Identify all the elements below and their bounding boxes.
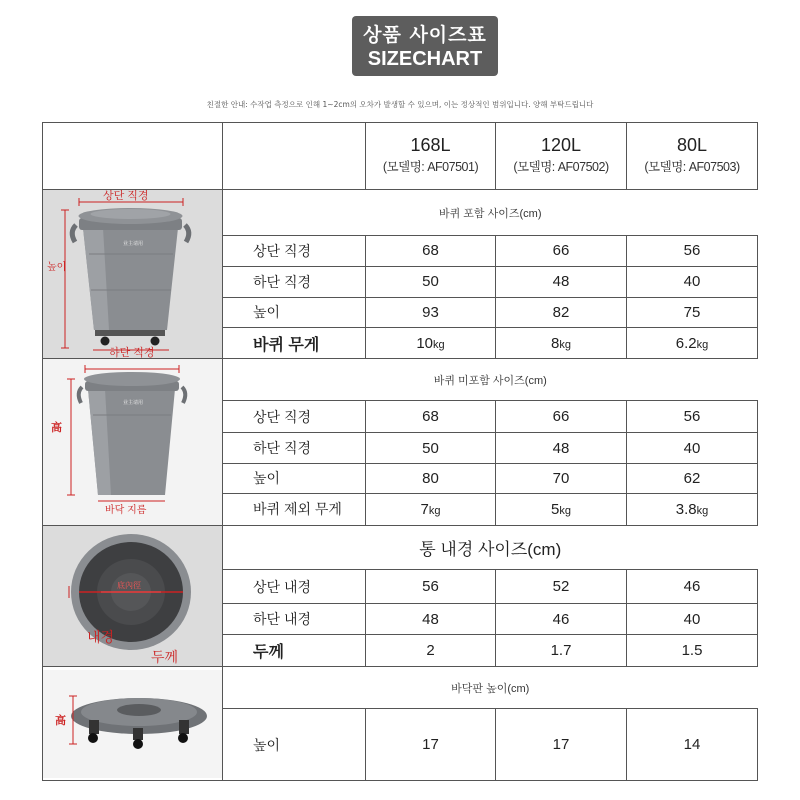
row-label: 하단 내경 bbox=[223, 603, 366, 635]
value-cell: 93 bbox=[366, 297, 496, 328]
badge-title-kr: 상품 사이즈표 bbox=[363, 24, 487, 46]
value-cell: 56 bbox=[627, 236, 758, 267]
value-cell: 70 bbox=[496, 463, 627, 493]
thickness-caption: 두께 bbox=[151, 649, 179, 665]
row-label: 상단 직경 bbox=[223, 236, 366, 267]
model-number: (모델명: AF07501) bbox=[382, 160, 479, 174]
top-diameter-caption: 상단 직경 bbox=[103, 190, 149, 202]
value-cell: 56 bbox=[366, 570, 496, 604]
column-168l bbox=[366, 123, 496, 190]
bin-with-wheels-image bbox=[43, 190, 223, 359]
column-80l bbox=[627, 123, 758, 190]
value-cell: 66 bbox=[496, 401, 627, 433]
weight-cell bbox=[496, 328, 627, 359]
weight-unit: kg bbox=[428, 504, 441, 517]
value-cell: 14 bbox=[627, 709, 758, 781]
value-cell: 80 bbox=[366, 463, 496, 493]
can-logo-text: 业主请用 bbox=[123, 241, 144, 247]
weight-unit: kg bbox=[559, 504, 571, 517]
bin-inner-diameter-image bbox=[43, 526, 223, 667]
value-cell: 40 bbox=[627, 433, 758, 463]
weight-unit: kg bbox=[433, 338, 445, 351]
value-cell: 2 bbox=[366, 635, 496, 667]
can-logo-text: 业主请用 bbox=[123, 400, 144, 406]
measurement-notice: 친절한 안내: 수작업 측정으로 인해 1~2cm의 오차가 발생할 수 있으며, 이는 정상적인 범위입니다. 양해 부탁드립니다 bbox=[206, 100, 594, 109]
value-cell: 52 bbox=[496, 570, 627, 604]
header-row bbox=[43, 123, 758, 190]
header-empty-cell bbox=[223, 123, 366, 190]
value-cell: 17 bbox=[366, 709, 496, 781]
row-label: 하단 직경 bbox=[223, 266, 366, 297]
bin-without-wheels-image bbox=[43, 359, 223, 526]
height-caption: 高 bbox=[51, 422, 62, 434]
row-label: 바퀴 제외 무게 bbox=[223, 493, 366, 525]
capacity-label: 168L bbox=[410, 135, 451, 155]
model-number: (모델명: AF07502) bbox=[513, 160, 609, 174]
section-title: 통 내경 사이즈(cm) bbox=[223, 526, 758, 570]
value-cell: 1.7 bbox=[496, 635, 627, 667]
capacity-label: 120L bbox=[540, 135, 582, 155]
value-cell: 68 bbox=[366, 236, 496, 267]
value-cell: 50 bbox=[366, 266, 496, 297]
weight-value: 3.8 bbox=[675, 500, 697, 518]
weight-value: 8 bbox=[551, 334, 560, 352]
weight-unit: kg bbox=[559, 338, 571, 351]
value-cell: 48 bbox=[496, 266, 627, 297]
value-cell: 17 bbox=[496, 709, 627, 781]
value-cell: 50 bbox=[366, 433, 496, 463]
bottom-diameter-caption: 하단 직경 bbox=[109, 347, 155, 358]
weight-value: 10 bbox=[416, 334, 434, 352]
section-title: 바닥판 높이(cm) bbox=[223, 667, 758, 709]
weight-value: 6.2 bbox=[675, 334, 697, 352]
badge-title-en: SIZECHART bbox=[367, 48, 483, 70]
value-cell: 48 bbox=[496, 433, 627, 463]
value-cell: 75 bbox=[627, 297, 758, 328]
value-cell: 1.5 bbox=[627, 635, 758, 667]
value-cell: 62 bbox=[627, 463, 758, 493]
row-label: 높이 bbox=[223, 297, 366, 328]
dolly-image bbox=[43, 667, 223, 781]
weight-value: 5 bbox=[551, 500, 560, 518]
section-row bbox=[43, 359, 758, 401]
row-label: 높이 bbox=[223, 709, 366, 781]
bottom-diameter-caption: 바닥 지름 bbox=[105, 505, 147, 516]
value-cell: 68 bbox=[366, 401, 496, 433]
weight-unit: kg bbox=[696, 504, 709, 517]
sizechart-badge bbox=[352, 16, 498, 76]
row-label: 상단 직경 bbox=[223, 401, 366, 433]
value-cell: 46 bbox=[627, 570, 758, 604]
value-cell: 40 bbox=[627, 266, 758, 297]
weight-cell bbox=[627, 493, 758, 525]
model-number: (모델명: AF07503) bbox=[644, 160, 740, 174]
weight-cell bbox=[366, 493, 496, 525]
weight-unit: kg bbox=[696, 338, 709, 351]
section-row bbox=[43, 526, 758, 570]
header-empty-cell bbox=[43, 123, 223, 190]
weight-cell bbox=[496, 493, 627, 525]
value-cell: 40 bbox=[627, 603, 758, 635]
inner-diameter-caption: 내경 bbox=[87, 629, 115, 645]
row-label: 두께 bbox=[223, 635, 366, 667]
top-diameter-caption bbox=[109, 359, 155, 360]
row-label: 바퀴 무게 bbox=[223, 328, 366, 359]
capacity-label: 80L bbox=[676, 135, 708, 155]
height-caption: 高 bbox=[55, 714, 66, 727]
section-row bbox=[43, 667, 758, 709]
value-cell: 82 bbox=[496, 297, 627, 328]
weight-cell bbox=[627, 328, 758, 359]
value-cell: 48 bbox=[366, 603, 496, 635]
section-title: 바퀴 포함 사이즈(cm) bbox=[223, 190, 758, 236]
weight-value: 7 bbox=[420, 500, 429, 518]
value-cell: 66 bbox=[496, 236, 627, 267]
value-cell: 56 bbox=[627, 401, 758, 433]
column-120l bbox=[496, 123, 627, 190]
height-caption: 높이 bbox=[47, 262, 67, 273]
section-row bbox=[43, 190, 758, 236]
weight-cell bbox=[366, 328, 496, 359]
inner-bottom-caption: 底內徑 bbox=[117, 581, 141, 590]
row-label: 높이 bbox=[223, 463, 366, 493]
size-chart-table bbox=[42, 122, 758, 781]
row-label: 상단 내경 bbox=[223, 570, 366, 604]
row-label: 하단 직경 bbox=[223, 433, 366, 463]
section-title: 바퀴 미포함 사이즈(cm) bbox=[223, 359, 758, 401]
value-cell: 46 bbox=[496, 603, 627, 635]
